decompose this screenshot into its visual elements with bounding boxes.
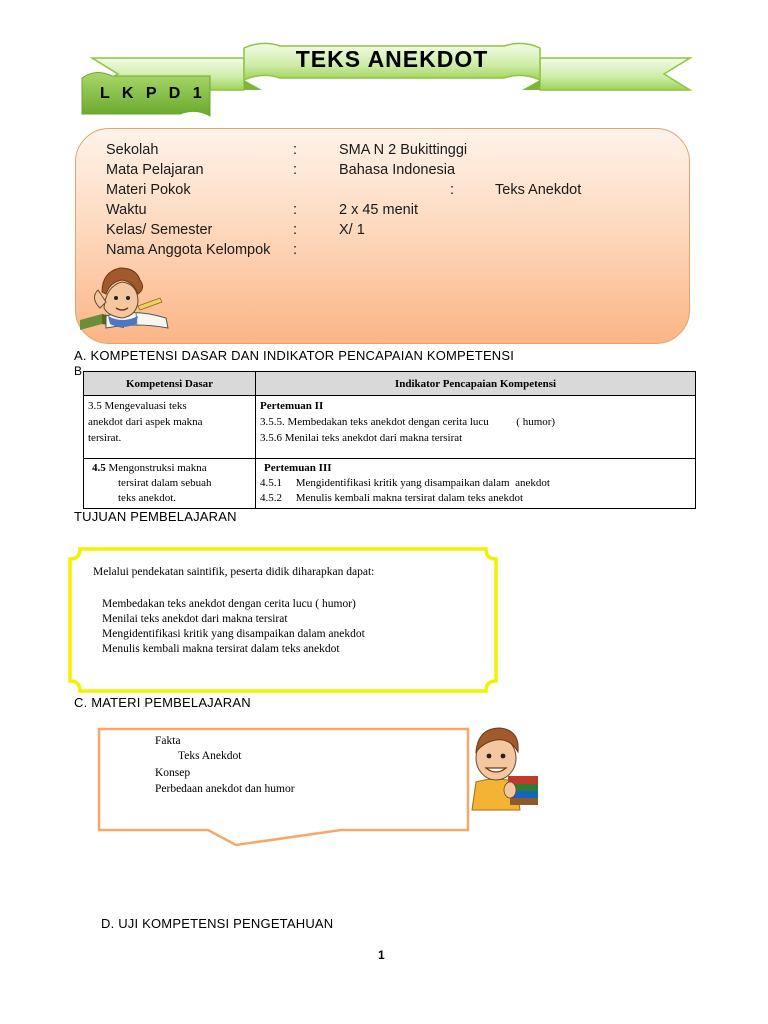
identity-colon: : (293, 142, 298, 158)
objectives-intro: Melalui pendekatan saintifik, peserta didik diharapkan dapat: (93, 566, 375, 578)
kd-number: 4.5 (92, 462, 106, 474)
kd-line: 3.5 Mengevaluasi teks (88, 400, 187, 412)
identity-colon: : (293, 162, 298, 178)
meeting-label: Pertemuan II (260, 400, 324, 412)
competency-table (83, 371, 696, 509)
kd-line: teks anekdot. (118, 492, 177, 504)
objective-item: Menilai teks anekdot dari makna tersirat (102, 613, 288, 625)
table-row (84, 396, 696, 459)
indicator-line: 4.5.1 Mengidentifikasi kritik yang disampaikan dalam anekdot (260, 477, 550, 489)
table-row (84, 459, 696, 509)
page-number: 1 (378, 948, 385, 962)
table-cell-ipk (256, 396, 696, 459)
identity-value-mapel: Bahasa Indonesia (339, 162, 456, 178)
identity-colon: : (450, 182, 455, 198)
indicator-line: 4.5.2 Menulis kembali makna tersirat dalam teks anekdot (260, 492, 524, 504)
lkpd-tag: L K P D 1 (100, 85, 206, 102)
section-b-marker: B (74, 364, 83, 378)
material-konsep-item: Perbedaan anekdot dan humor (155, 783, 295, 795)
student-with-books-illustration (466, 724, 542, 812)
table-header-row (84, 372, 696, 396)
identity-label-kelas: Kelas/ Semester (106, 222, 213, 238)
table-header-kd: Kompetensi Dasar (84, 372, 256, 396)
identity-label-mapel: Mata Pelajaran (106, 162, 204, 178)
section-a-heading: A. KOMPETENSI DASAR DAN INDIKATOR PENCAPAIAN KOMPETENSI (74, 348, 515, 363)
objective-item: Membedakan teks anekdot dengan cerita lucu ( humor) (102, 598, 356, 610)
materi-heading: C. MATERI PEMBELAJARAN (74, 695, 251, 710)
identity-value-waktu: 2 x 45 menit (339, 202, 418, 218)
identity-value-kelas: X/ 1 (339, 222, 365, 238)
identity-colon: : (293, 202, 298, 218)
page-title: TEKS ANEKDOT (295, 46, 489, 72)
material-konsep-label: Konsep (155, 767, 191, 779)
kd-line: Mengonstruksi makna (105, 462, 207, 474)
meeting-label: Pertemuan III (264, 462, 332, 474)
identity-colon: : (293, 222, 298, 238)
indicator-line: 3.5.5. Membedakan teks anekdot dengan cerita lucu ( humor) (260, 416, 556, 428)
table-header-ipk: Indikator Pencapaian Kompetensi (256, 372, 696, 396)
indicator-line: 3.5.6 Menilai teks anekdot dari makna tersirat (260, 432, 463, 444)
identity-value-materi: Teks Anekdot (495, 182, 582, 198)
identity-label-anggota: Nama Anggota Kelompok (106, 242, 271, 258)
objective-item: Mengidentifikasi kritik yang disampaikan dalam anekdot (102, 628, 365, 640)
objective-item: Menulis kembali makna tersirat dalam teks anekdot (102, 643, 340, 655)
kd-line: tersirat dalam sebuah (118, 477, 212, 489)
material-fakta-item: Teks Anekdot (178, 750, 242, 762)
identity-value-sekolah: SMA N 2 Bukittinggi (339, 142, 468, 158)
kd-line: tersirat. (88, 432, 122, 444)
studying-student-illustration (76, 264, 172, 334)
table-cell-kd (84, 396, 256, 459)
identity-label-materi: Materi Pokok (106, 182, 191, 198)
identity-label-waktu: Waktu (106, 202, 147, 218)
uji-heading: D. UJI KOMPETENSI PENGETAHUAN (101, 916, 334, 931)
identity-label-sekolah: Sekolah (106, 142, 159, 158)
table-cell-ipk (256, 459, 696, 509)
tujuan-heading: TUJUAN PEMBELAJARAN (74, 509, 237, 524)
material-fakta-label: Fakta (155, 735, 181, 747)
table-cell-kd (84, 459, 256, 509)
kd-line: anekdot dari aspek makna (88, 416, 203, 428)
identity-colon: : (293, 242, 298, 258)
